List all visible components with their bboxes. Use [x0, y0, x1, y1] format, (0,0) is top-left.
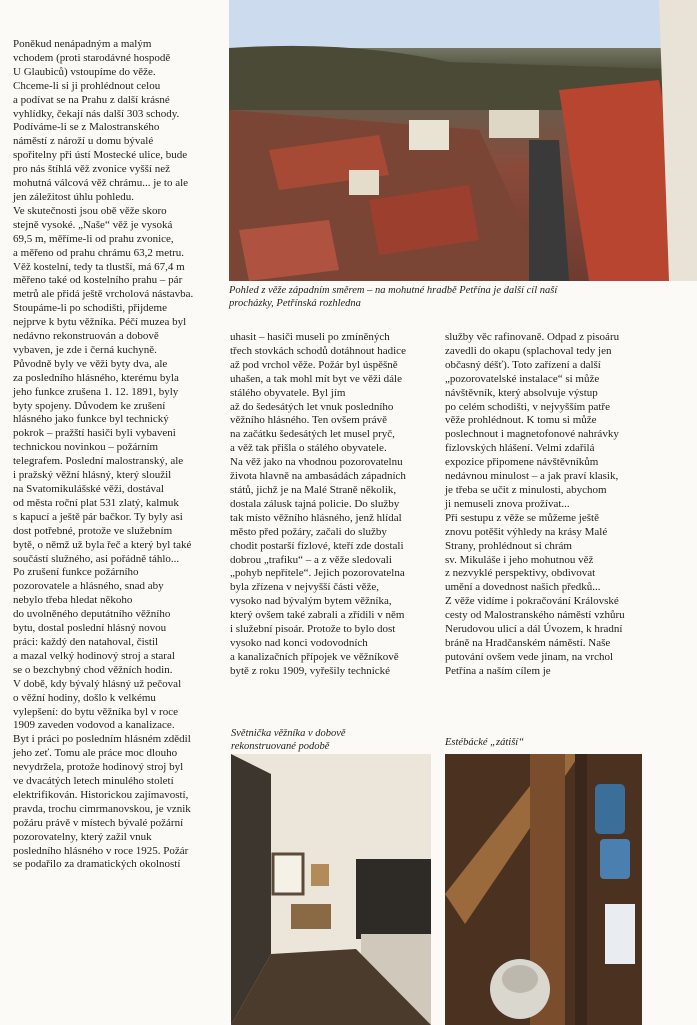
text-line: od města roční plat 531 zlatý, kalmuk	[13, 496, 179, 509]
text-line: je třeba se učit z minulosti, abychom	[445, 483, 607, 496]
text-line: „pozorovatelské instalace“ si může	[445, 372, 600, 385]
beams-urinal-illustration	[445, 754, 642, 1025]
text-line: Při sestupu z věže se můžeme ještě	[445, 511, 599, 524]
room-photo-caption	[231, 727, 431, 753]
text-line: mohutná válcová věž chrámu... je to ale	[13, 177, 189, 190]
text-line: věžního hlásného. Ten ovšem právě	[230, 414, 387, 427]
text-line: Původně byly ve věži byty dva, ale	[13, 357, 168, 370]
text-line: dost potřebné, protože ve služebním	[13, 524, 173, 537]
text-line: Chceme-li si ji prohlédnout celou	[13, 79, 161, 92]
city-view-photo	[229, 0, 697, 281]
text-line: bytě, o němž už byla řeč a který byl také	[13, 538, 192, 551]
text-line: posledního hlásného v roce 1925. Požár	[13, 844, 189, 857]
caption-line: rekonstruované podobě	[231, 741, 330, 752]
text-line: na Svatomikulášské věži, dostával	[13, 483, 164, 495]
text-line: návštěvník, který absolvuje výstup	[445, 386, 598, 399]
text-line: bytě z roku 1909, vyřešily technické	[230, 664, 391, 677]
text-line: ji nemuseli znova prožívat...	[445, 497, 570, 510]
text-line: až pod vrchol věže. Požár byl úspěšně	[230, 358, 398, 371]
text-line: o věžní hodiny, došlo k velkému	[13, 691, 156, 704]
text-line: nedávnou minulost – a jak praví klasik,	[445, 470, 619, 483]
text-line: se podařilo za dramatických okolností	[13, 858, 181, 871]
caption-line: Estébácké „zátiší“	[445, 737, 525, 748]
text-line: měřeno také od kostelního prahu – pár	[13, 274, 183, 287]
text-line: fízlovských hlášení. Velmi zdařilá	[445, 442, 595, 455]
text-line: z nezvyklé perspektivy, obdivovat	[445, 567, 596, 580]
text-line: stejně vysoké. „Naše“ věž je vysoká	[13, 218, 173, 231]
text-line: cesty od Malostranského náměstí vzhůru	[445, 609, 625, 622]
text-line: V době, kdy bývalý hlásný už pečoval	[13, 677, 182, 690]
text-line: stálého obyvatele. Byl jím	[230, 386, 346, 399]
text-line: jeho funkce zrušena 1. 12. 1891, byly	[13, 385, 179, 398]
text-line: a měřeno od prahu chrámu 63,2 metru.	[13, 246, 185, 259]
room-interior-illustration	[231, 754, 431, 1025]
text-line: pokrok – pražští hasiči byli vybaveni	[13, 427, 176, 440]
caption-line: Pohled z věže západním směrem – na mohutné hradbě Petřína je další cíl naší	[229, 285, 558, 296]
text-line: bráně na Hradčanském náměstí. Naše	[445, 636, 611, 649]
text-line: náměstí z nároží u domu bývalé	[13, 135, 154, 148]
text-line: 69,5 m, měříme-li od prahu zvonice,	[13, 232, 174, 245]
text-line: vyhlídky, čekají nás další 303 schody.	[13, 107, 180, 120]
text-line: Věž kostelní, tedy ta tlustší, má 67,4 m	[13, 260, 185, 273]
city-photo-caption	[229, 284, 689, 310]
text-line: technickou novinkou – požárním	[13, 441, 159, 454]
text-line: bytu, dostal poslední hlásný novou	[13, 622, 167, 635]
text-line: spořitelny při ústí Mostecké ulice, bude	[13, 149, 188, 162]
text-line: dobrou „trafiku“ – a z věže sledovali	[230, 553, 392, 566]
text-line: vysoko nad konci vodovodních	[230, 636, 368, 649]
text-line: služby věc rafinovaně. Odpad z pisoáru	[445, 331, 620, 343]
text-line: nejprve k bytu věžníka. Péčí muzea byl	[13, 316, 187, 329]
text-line: který ovšem také zabrali a zřídili v něm	[230, 609, 405, 622]
text-line: pozorovatelny, který zažil vnuk	[13, 830, 152, 843]
text-line: pravda, trochu cimrmanovskou, je vznik	[13, 802, 191, 815]
text-line: života hlavně na ambasádách západních	[230, 470, 406, 483]
text-line: chodit postarší fízlové, kteří zde dostali	[230, 539, 404, 552]
text-line: poslechnout i magnetofonové nahrávky	[445, 428, 619, 441]
watchman-room-photo	[231, 754, 431, 1025]
text-line: hlásného jako funkce byl technický	[13, 413, 169, 426]
text-line: nevydržela, protože hodinový stroj byl	[13, 761, 184, 774]
text-line: sv. Mikuláše i jeho mohutnou věž	[445, 553, 594, 566]
text-line: Nerudovou ulicí a dál Úvozem, k hradní	[445, 623, 623, 636]
text-line: byty spojeny. Důvodem ke zrušení	[13, 399, 166, 412]
caption-line: procházky, Petřínská rozhledna	[229, 298, 361, 309]
text-line: Strany, prohlédnout si chrám	[445, 539, 572, 552]
text-line: ve dvacátých letech minulého století	[13, 775, 174, 788]
text-line: se o bezchybný chod věžních hodin.	[13, 663, 173, 676]
article-column-2	[230, 331, 430, 679]
text-line: elektrifikován. Historickou zajímavostí,	[13, 788, 189, 801]
wood-photo-caption	[445, 736, 645, 749]
text-line: nedávno rekonstruován a dobově	[13, 330, 159, 343]
text-line: a věž tak přišla o stálého obyvatele.	[230, 442, 387, 455]
text-line: expozice připomene návštěvníkům	[445, 456, 599, 469]
text-line: na začátku šedesátých let musel pryč,	[230, 428, 395, 441]
text-line: po celém schodišti, v nejvyšším patře	[445, 400, 610, 413]
text-line: tak místo věžního hlásného, jenž hlídal	[230, 511, 402, 524]
text-line: Poněkud nenápadným a malým	[13, 38, 152, 50]
text-line: vysoko nad bývalým bytem věžníka,	[230, 595, 392, 608]
text-line: Ve skutečnosti jsou obě věže skoro	[13, 204, 167, 217]
text-line: nebylo třeba hledat někoho	[13, 594, 133, 607]
text-line: uhasit – hasiči museli po zmíněných	[230, 331, 390, 343]
text-line: „pohyb nepřítele“. Jejich pozorovatelna	[230, 567, 405, 580]
text-line: telegrafem. Poslední malostranský, ale	[13, 455, 184, 468]
text-line: za posledního hlásného, kterému byla	[13, 371, 179, 384]
text-line: pro nás štíhlá věž zvonice vyšší než	[13, 163, 171, 176]
text-line: a kanalizačních přípojek ve věžníkově	[230, 650, 399, 663]
text-line: metrů ale přidá ještě vrcholová nástavba.	[13, 288, 194, 301]
text-line: U Glaubiců) vstoupíme do věže.	[13, 65, 156, 78]
text-line: Po zrušení funkce požárního	[13, 566, 139, 579]
text-line: i pražský věžní hlásný, který sloužil	[13, 469, 172, 482]
text-line: Podíváme-li se z Malostranského	[13, 121, 160, 134]
text-line: až do šedesátých let vnuk posledního	[230, 400, 394, 413]
text-line: putování ovšem vede jinam, na vrchol	[445, 650, 614, 663]
text-line: s kapucí a ještě pár bačkor. Ty byly asi	[13, 510, 183, 523]
caption-line: Světnička věžníka v dobově	[231, 728, 346, 739]
text-line: občasný déšť). Toto zařízení a další	[445, 358, 601, 371]
text-line: zavedli do okapu (splachoval tedy jen	[445, 344, 612, 357]
text-line: vchodem (proti starodávné hospodě	[13, 51, 171, 64]
text-line: Z věže vidíme i pokračování Královské	[445, 595, 619, 608]
text-line: a mazal velký hodinový stroj a staral	[13, 649, 175, 662]
text-line: Stoupáme-li po schodišti, přijdeme	[13, 302, 167, 315]
text-line: znovu potěšit výhledy na krásy Malé	[445, 525, 608, 538]
text-line: a podívat se na Prahu z další krásné	[13, 93, 170, 106]
text-line: Petřína a naším cílem je	[445, 664, 551, 677]
text-line: dostala zálusk tajná policie. Do služby	[230, 497, 400, 510]
city-rooftops-illustration	[229, 0, 697, 281]
text-line: pozorovatele a hlásného, snad aby	[13, 580, 164, 593]
text-line: vybaven, je zde i černá kuchyně.	[13, 343, 157, 356]
text-line: požáru právě v místech bývalé požární	[13, 816, 184, 829]
text-line: město před požáry, začali do služby	[230, 525, 387, 538]
text-line: Byt i práci po posledním hlásném zdědil	[13, 733, 191, 746]
text-line: 1909 zaveden vodovod a kanalizace.	[13, 719, 175, 732]
text-line: jeho zeť. Tomu ale práce moc dlouho	[13, 747, 178, 760]
text-line: i služební pisoár. Protože to bylo dost	[230, 623, 396, 636]
text-line: uhašen, a tak mohl mít byt ve věži dále	[230, 372, 402, 385]
text-line: jen záležitost úhlu pohledu.	[13, 190, 134, 203]
text-line: třech stovkách schodů dotáhnout hadice	[230, 344, 406, 357]
text-line: byla zřízena v nejvyšší části věže,	[230, 581, 380, 594]
text-line: umění a dovednost našich předků...	[445, 581, 601, 594]
text-line: věže prohlédnout. K tomu si může	[445, 414, 597, 427]
text-line: do uvolněného deputátního věžního	[13, 608, 171, 621]
article-column-3	[445, 331, 645, 679]
article-column-1	[13, 38, 223, 872]
text-line: států, jichž je na Malé Straně několik,	[230, 483, 397, 496]
text-line: součástí služného, asi pořádně táhlo...	[13, 552, 180, 565]
text-line: práci: každý den natahoval, čistil	[13, 635, 159, 648]
text-line: vylepšení: do bytu věžníka byl v roce	[13, 705, 178, 718]
text-line: Na věž jako na vhodnou pozorovatelnu	[230, 456, 403, 469]
still-life-photo	[445, 754, 642, 1025]
